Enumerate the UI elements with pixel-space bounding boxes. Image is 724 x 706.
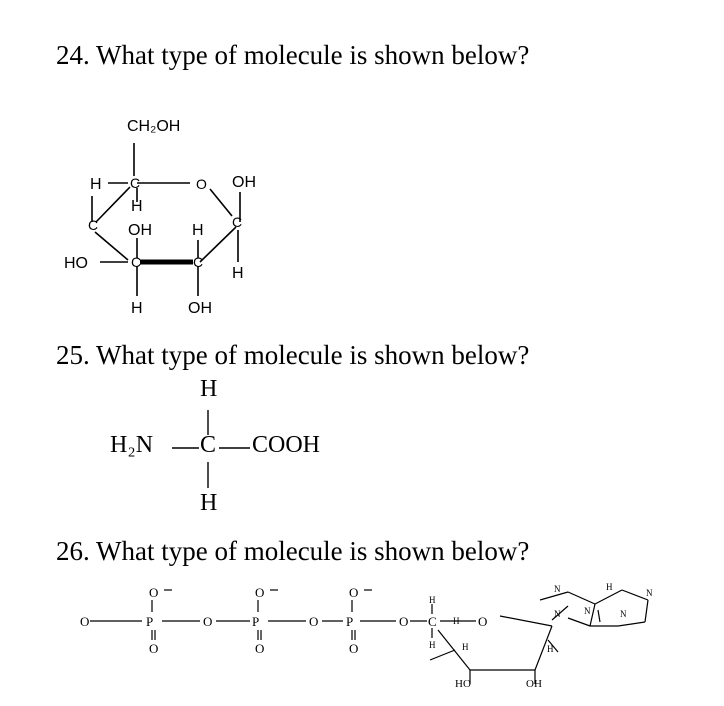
glucose-ch2oh-label: CH₂OH xyxy=(127,118,181,135)
svg-text:O: O xyxy=(149,641,159,656)
svg-text:H: H xyxy=(606,582,613,592)
question-number: 25. xyxy=(56,340,90,370)
svg-text:O: O xyxy=(196,176,207,192)
glucose-oh-inner: OH xyxy=(128,222,152,239)
svg-text:N: N xyxy=(554,609,561,619)
svg-text:O: O xyxy=(255,585,265,600)
svg-text:C: C xyxy=(131,254,142,270)
svg-text:H: H xyxy=(453,616,460,626)
nucleotide-oh: OH xyxy=(526,678,542,690)
amino-acid-h-bottom: H xyxy=(200,490,218,516)
svg-text:C: C xyxy=(232,214,243,230)
svg-text:O: O xyxy=(399,614,409,629)
svg-text:H: H xyxy=(547,644,554,654)
svg-text:O: O xyxy=(349,641,359,656)
svg-text:C: C xyxy=(88,217,99,233)
svg-text:O: O xyxy=(149,585,159,600)
question-number: 26. xyxy=(56,536,90,566)
glucose-h-top-left: H xyxy=(90,176,102,193)
svg-text:H: H xyxy=(462,642,469,652)
glucose-oh-bottom: OH xyxy=(188,300,212,317)
amino-acid-nh2: H₂N xyxy=(110,432,154,458)
svg-text:N: N xyxy=(554,584,561,594)
amino-acid-h-top: H xyxy=(200,376,218,402)
question-number: 24. xyxy=(56,40,90,70)
glucose-ho-left: HO xyxy=(64,255,88,272)
glucose-h-bottom: H xyxy=(131,300,143,317)
svg-text:O: O xyxy=(349,585,359,600)
svg-text:C: C xyxy=(130,175,141,191)
glucose-h-inner-left: H xyxy=(131,198,143,215)
amino-acid-carbon: C xyxy=(200,432,217,458)
glucose-oh-top-right: OH xyxy=(232,174,256,191)
nucleotide-ho: HO xyxy=(455,678,471,690)
svg-text:C: C xyxy=(428,614,437,629)
svg-text:P: P xyxy=(252,614,260,629)
svg-text:O: O xyxy=(478,614,488,629)
svg-text:O: O xyxy=(203,614,213,629)
svg-text:C: C xyxy=(193,254,204,270)
question-text: What type of molecule is shown below? xyxy=(96,340,530,370)
svg-text:O: O xyxy=(80,614,90,629)
question-text: What type of molecule is shown below? xyxy=(96,40,530,70)
svg-text:O: O xyxy=(309,614,319,629)
svg-text:P: P xyxy=(146,614,154,629)
svg-text:P: P xyxy=(346,614,354,629)
svg-text:N: N xyxy=(620,609,627,619)
glucose-h-inner-right: H xyxy=(192,222,204,239)
svg-text:O: O xyxy=(255,641,265,656)
question-text: What type of molecule is shown below? xyxy=(96,536,530,566)
svg-text:N: N xyxy=(584,606,591,616)
svg-text:H: H xyxy=(429,595,436,605)
svg-text:N: N xyxy=(646,588,653,598)
svg-text:H: H xyxy=(429,640,436,650)
glucose-h-right: H xyxy=(232,265,244,282)
amino-acid-cooh: COOH xyxy=(252,432,321,458)
